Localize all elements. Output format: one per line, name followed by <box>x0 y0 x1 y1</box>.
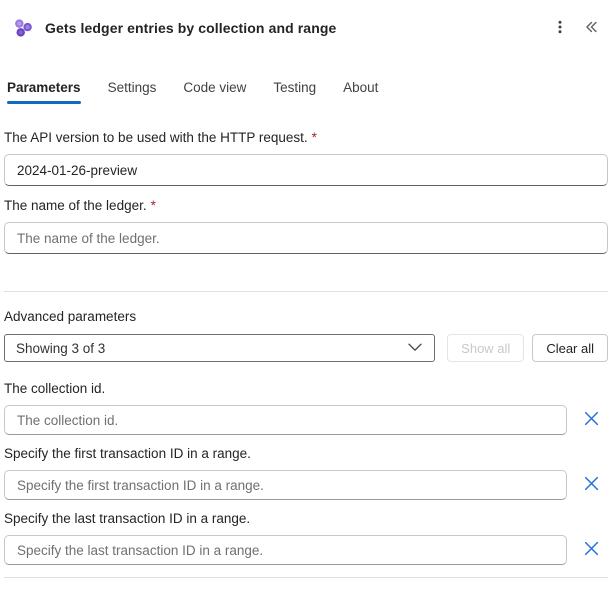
required-asterisk: * <box>311 130 317 145</box>
last-transaction-id-input[interactable] <box>4 535 567 565</box>
clear-all-button[interactable]: Clear all <box>532 334 608 362</box>
tab-bar <box>4 80 608 104</box>
ledger-name-input[interactable] <box>4 222 608 254</box>
first-transaction-id-input[interactable] <box>4 470 567 500</box>
remove-collection-id-button[interactable] <box>580 409 602 431</box>
last-transaction-id-row <box>4 535 608 565</box>
connector-icon <box>12 17 34 39</box>
double-chevron-left-icon <box>582 18 600 39</box>
first-transaction-id-row <box>4 470 608 500</box>
more-options-button[interactable] <box>547 15 573 41</box>
last-transaction-id-label: Specify the last transaction ID in a range. <box>4 511 251 526</box>
advanced-parameters-toolbar <box>4 334 608 362</box>
dropdown-selected-value: Showing 3 of 3 <box>16 340 106 356</box>
tab-parameters[interactable]: Parameters <box>7 80 81 104</box>
advanced-parameters-heading: Advanced parameters <box>4 309 137 324</box>
page-title: Gets ledger entries by collection and range <box>45 20 337 36</box>
tab-about[interactable]: About <box>343 80 378 104</box>
bottom-divider <box>4 577 608 578</box>
show-all-button[interactable]: Show all <box>447 334 524 362</box>
advanced-parameters-dropdown[interactable] <box>4 334 435 362</box>
chevron-down-icon <box>408 339 422 357</box>
api-version-input[interactable] <box>4 154 608 186</box>
x-close-icon <box>583 475 600 495</box>
collection-id-label: The collection id. <box>4 381 106 396</box>
collection-id-input[interactable] <box>4 405 567 435</box>
first-transaction-id-label: Specify the first transaction ID in a range. <box>4 446 251 461</box>
api-version-label: The API version to be used with the HTTP request. * <box>4 130 317 145</box>
remove-last-transaction-id-button[interactable] <box>580 539 602 561</box>
vertical-ellipsis-icon <box>552 19 568 38</box>
required-asterisk: * <box>150 198 156 213</box>
collapse-panel-button[interactable] <box>578 15 604 41</box>
x-close-icon <box>583 540 600 560</box>
remove-first-transaction-id-button[interactable] <box>580 474 602 496</box>
tab-code-view[interactable]: Code view <box>183 80 246 104</box>
tab-settings[interactable]: Settings <box>108 80 157 104</box>
panel-header <box>4 16 608 40</box>
ledger-name-label: The name of the ledger. * <box>4 198 156 213</box>
x-close-icon <box>583 410 600 430</box>
section-divider <box>4 291 608 292</box>
collection-id-row <box>4 405 608 435</box>
tab-testing[interactable]: Testing <box>273 80 316 104</box>
